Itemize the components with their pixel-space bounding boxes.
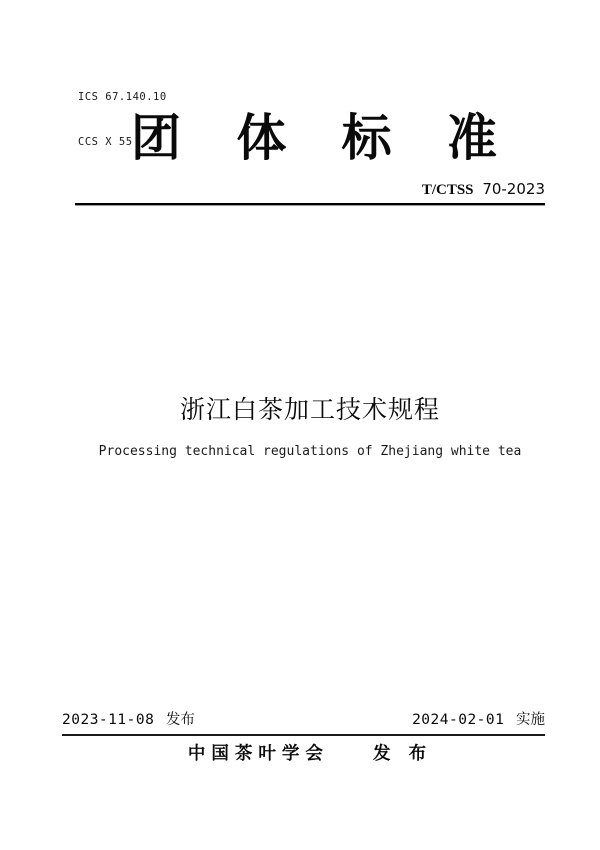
standard-type-char: 准 [446, 109, 497, 167]
standard-type-char: 团 [131, 109, 181, 167]
publish-label: 发 布 [373, 744, 433, 764]
issue-date-group [62, 711, 195, 729]
dates-row [62, 711, 545, 729]
footer-rule [62, 734, 545, 736]
issue-label: 发布 [165, 712, 195, 728]
standard-type-char: 标 [341, 109, 392, 167]
document-title-english: Processing technical regulations of Zhejiang white tea [98, 444, 522, 459]
document-title-chinese: 浙江白茶加工技术规程 [179, 395, 440, 424]
implement-date-group [412, 711, 545, 729]
standard-code [422, 180, 545, 199]
header-rule [75, 203, 545, 206]
publisher-name: 中国茶叶学会 [187, 744, 329, 764]
standard-type-char: 体 [236, 109, 287, 167]
implement-label: 实施 [516, 712, 545, 728]
standard-code-number: 70-2023 [482, 180, 545, 198]
standard-code-prefix: T/CTSS [421, 182, 474, 198]
implement-date: 2024-02-01 [412, 712, 505, 728]
ics-code: ICS 67.140.10 [78, 91, 167, 103]
publisher-row [20, 743, 600, 765]
ccs-code: CCS X 55 [78, 136, 133, 148]
issue-date: 2023-11-08 [62, 712, 155, 728]
standard-type-title [131, 110, 497, 166]
